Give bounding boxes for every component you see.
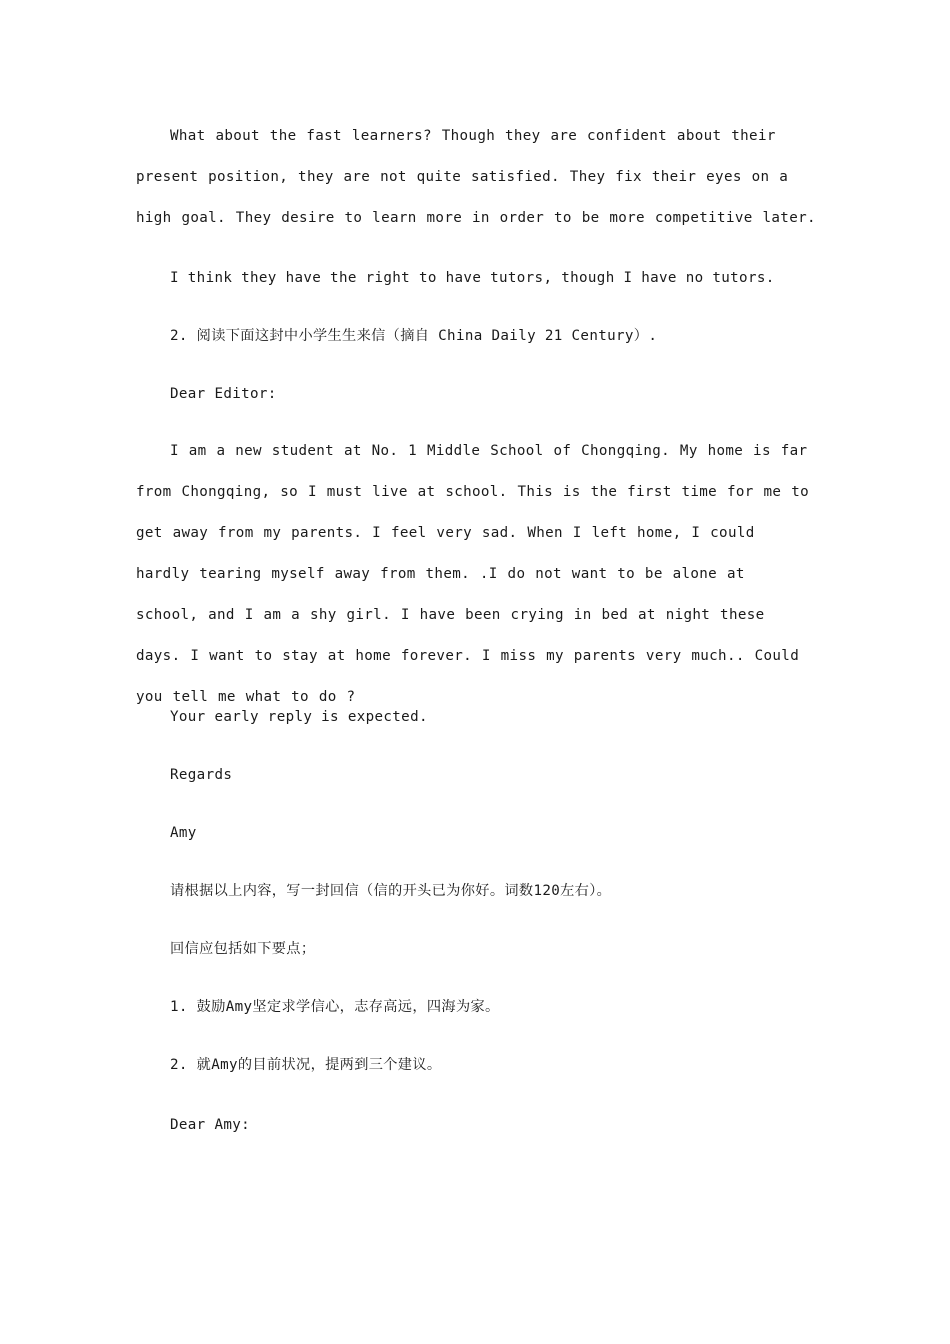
reply-salutation: Dear Amy: <box>170 1117 251 1133</box>
point-2: 2. 就Amy的目前状况，提两到三个建议。 <box>170 1057 442 1073</box>
paragraph-tutors: I think they have the right to have tutors, though I have no tutors. <box>170 270 775 286</box>
task-2-heading: 2. 阅读下面这封中小学生生来信（摘自 China Daily 21 Century）. <box>170 328 658 344</box>
letter-signature: Amy <box>170 825 197 841</box>
letter-closing-line: Your early reply is expected. <box>170 709 428 725</box>
letter-regards: Regards <box>170 767 233 783</box>
writing-instruction: 请根据以上内容，写一封回信（信的开头已为你好。词数120左右）。 <box>170 883 612 899</box>
point-1: 1. 鼓励Amy坚定求学信心，志存高远，四海为家。 <box>170 999 500 1015</box>
paragraph-fast-learners: What about the fast learners? Though they are confident about their present position, they are not quite satisfied. They fix their eyes on a high goal. They desire to learn more in order to be more competitive later. <box>136 128 816 226</box>
points-heading: 回信应包括如下要点； <box>170 941 316 957</box>
letter-body: I am a new student at No. 1 Middle School of Chongqing. My home is far from Chongqing, so I must live at school. This is the first time for me to get away from my parents. I feel very sad. When I left home, I could hardly tearing myself away from them. .I do not want to be alone at school, and I am a shy girl. I have been crying in bed at night these days. I want to stay at home forever. I miss my parents very much.. Could you tell me what to do ? <box>136 443 809 705</box>
letter-salutation: Dear Editor: <box>170 386 277 402</box>
